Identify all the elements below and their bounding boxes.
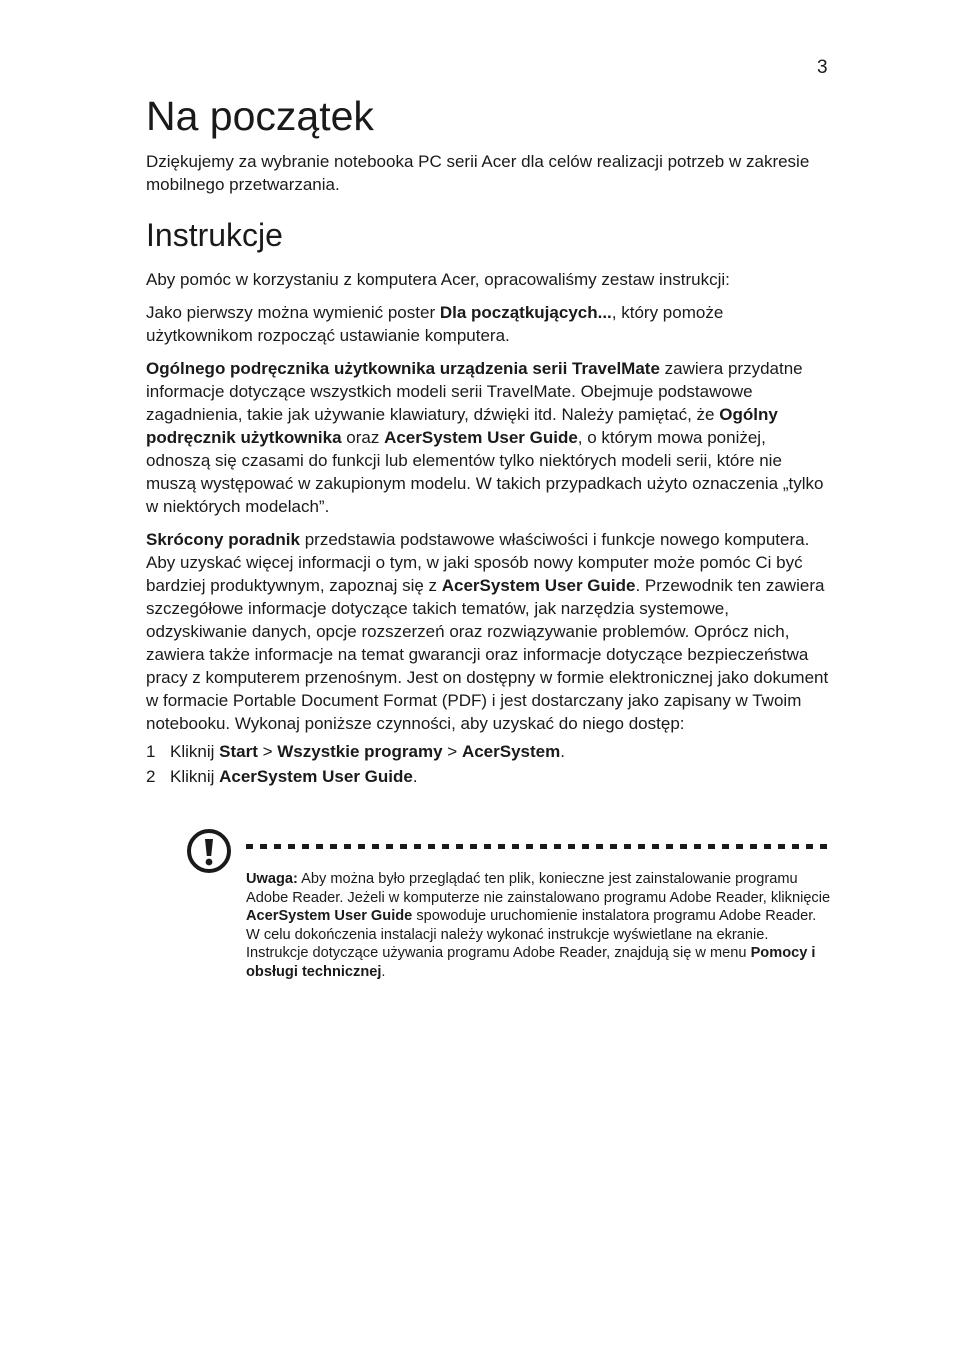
steps-list — [146, 739, 830, 789]
list-item: 1 Kliknij Start > Wszystkie programy > AcerSystem. — [146, 742, 565, 761]
section-title: Instrukcje — [146, 217, 283, 253]
note-text: Uwaga: Aby można było przeglądać ten plik, konieczne jest zainstalowanie programu Adobe Reader. Jeżeli w komputerze nie zainstalowano programu Adobe Reader, kliknięcie AcerSystem User Guide spowoduje uruchomienie instalatora programu Adobe Reader. W celu dokończenia instalacji należy wykonać instrukcje wyświetlane na ekranie. Instrukcje dotyczące używania programu Adobe Reader, znajdują się w menu Pomocy i obsługi technicznej. — [246, 871, 831, 980]
intro-paragraph: Dziękujemy za wybranie notebooka PC serii Acer dla celów realizacji potrzeb w zakresie mobilnego przetwarzania. — [146, 152, 810, 194]
paragraph-2: Jako pierwszy można wymienić poster Dla początkujących..., który pomoże użytkownikom rozpocząć ustawianie komputera. — [146, 303, 724, 345]
paragraph-3: Ogólnego podręcznika użytkownika urządzenia serii TravelMate zawiera przydatne informacje dotyczące wszystkich modeli serii TravelMate. Obejmuje podstawowe zagadnienia, takie jak używanie klawiatury, dźwięki itd. Należy pamiętać, że Ogólny podręcznik użytkownika oraz AcerSystem User Guide, o którym mowa poniżej, odnoszą się czasami do funkcji lub elementów tylko niektórych modeli serii, które nie muszą występować w zakupionym modelu. W takich przypadkach użyto oznaczenia „tylko w niektórych modelach”. — [146, 359, 824, 516]
page-number: 3 — [817, 57, 828, 78]
paragraph-4: Skrócony poradnik przedstawia podstawowe właściwości i funkcje nowego komputera. Aby uzyskać więcej informacji o tym, w jaki sposób nowy komputer może pomóc Ci być bardziej produktywnym, zapoznaj się z AcerSystem User Guide. Przewodnik ten zawiera szczegółowe informacje dotyczące takich tematów, jak narzędzia systemowe, odzyskiwanie danych, opcje rozszerzeń oraz rozwiązywanie problemów. Oprócz nich, zawiera także informacje na temat gwarancji oraz informacje dotyczące bezpieczeństwa pracy z komputerem przenośnym. Jest on dostępny w formie elektronicznej jako dokument w formacie Portable Document Format (PDF) i jest dostarczany jako zapisany w Twoim notebooku. Wykonaj poniższe czynności, aby uzyskać do niego dostęp: — [146, 530, 829, 733]
instructions-body — [146, 268, 830, 789]
paragraph-1: Aby pomóc w korzystaniu z komputera Acer, opracowaliśmy zestaw instrukcji: — [146, 270, 730, 289]
exclamation-circle-icon — [186, 828, 232, 874]
list-item: 2 Kliknij AcerSystem User Guide. — [146, 767, 418, 786]
page-title: Na początek — [146, 93, 374, 139]
note-divider — [246, 844, 832, 849]
